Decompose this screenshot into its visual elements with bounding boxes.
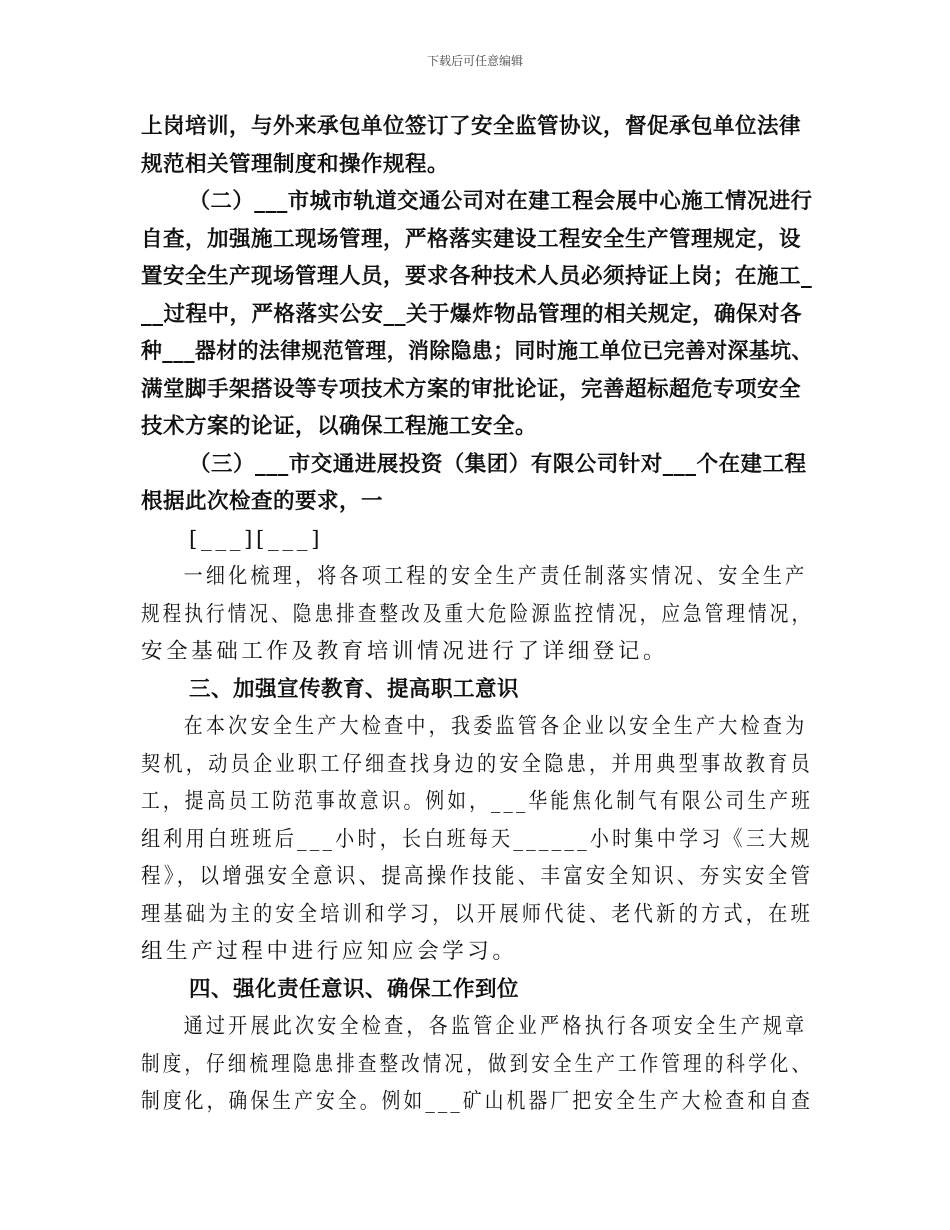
text-line: 四、强化责任意识、确保工作到位: [189, 976, 520, 1002]
text-line: 满堂脚手架搭设等专项技术方案的审批论证，完善超标超危专项安全: [141, 376, 802, 402]
text-line: 一细化梳理，将各项工程的安全生产责任制落实情况、安全生产: [183, 564, 808, 589]
text-line: 通过开展此次安全检查，各监管企业严格执行各项安全生产规章: [183, 1014, 808, 1039]
text-line: __过程中，严格落实公安__关于爆炸物品管理的相关规定，确保对各: [141, 301, 803, 327]
text-line: 制度，仔细梳理隐患排查整改情况，做到安全生产工作管理的科学化、: [141, 1051, 814, 1077]
text-line: （三）___市交通进展投资（集团）有限公司针对___个在建工程: [189, 451, 807, 477]
text-line: 三、加强宣传教育、提高职工意识: [189, 676, 520, 702]
text-line: 上岗培训，与外来承包单位签订了安全监管协议，督促承包单位法律: [141, 114, 802, 139]
text-line: 置安全生产现场管理人员，要求各种技术人员必须持证上岗；在施工_: [141, 264, 813, 289]
text-line: 规程执行情况、隐患排查整改及重大危险源监控情况，应急管理情况，: [141, 601, 814, 627]
text-line: 规范相关管理制度和操作规程。: [141, 151, 450, 177]
text-line: （二）___市城市轨道交通公司对在建工程会展中心施工情况进行: [188, 189, 813, 214]
text-line: 程》，以增强安全意识、提高操作技能、丰富安全知识、夯实安全管: [141, 864, 814, 889]
text-line: 自查，加强施工现场管理，严格落实建设工程安全生产管理规定，设: [141, 226, 802, 252]
text-line: 制度化，确保生产安全。例如___矿山机器厂把安全生产大检查和自查: [141, 1089, 813, 1114]
text-line: 组利用白班班后___小时，长白班每天______小时集中学习《三大规: [141, 826, 813, 852]
text-line: 工，提高员工防范事故意识。例如，___华能焦化制气有限公司生产班: [141, 789, 813, 814]
text-line: 组生产过程中进行应知应会学习。: [141, 939, 518, 964]
document-body: [141, 108, 813, 1121]
text-line: 在本次安全生产大检查中，我委监管各企业以安全生产大检查为: [183, 714, 808, 739]
text-line: 根据此次检查的要求，一: [141, 489, 384, 514]
text-line: 契机，动员企业职工仔细查找身边的安全隐患，并用典型事故教育员: [141, 751, 813, 777]
page-header: 下载后可任意编辑: [426, 54, 523, 68]
text-line: 理基础为主的安全培训和学习，以开展师代徒、老代新的方式，在班: [141, 901, 813, 927]
text-line: 安全基础工作及教育培训情况进行了详细登记。: [141, 639, 669, 664]
text-line: [___][___]: [189, 526, 324, 552]
text-line: 种___器材的法律规范管理，消除隐患；同时施工单位已完善对深基坑、: [141, 339, 813, 364]
text-line: 技术方案的论证，以确保工程施工安全。: [141, 414, 538, 439]
